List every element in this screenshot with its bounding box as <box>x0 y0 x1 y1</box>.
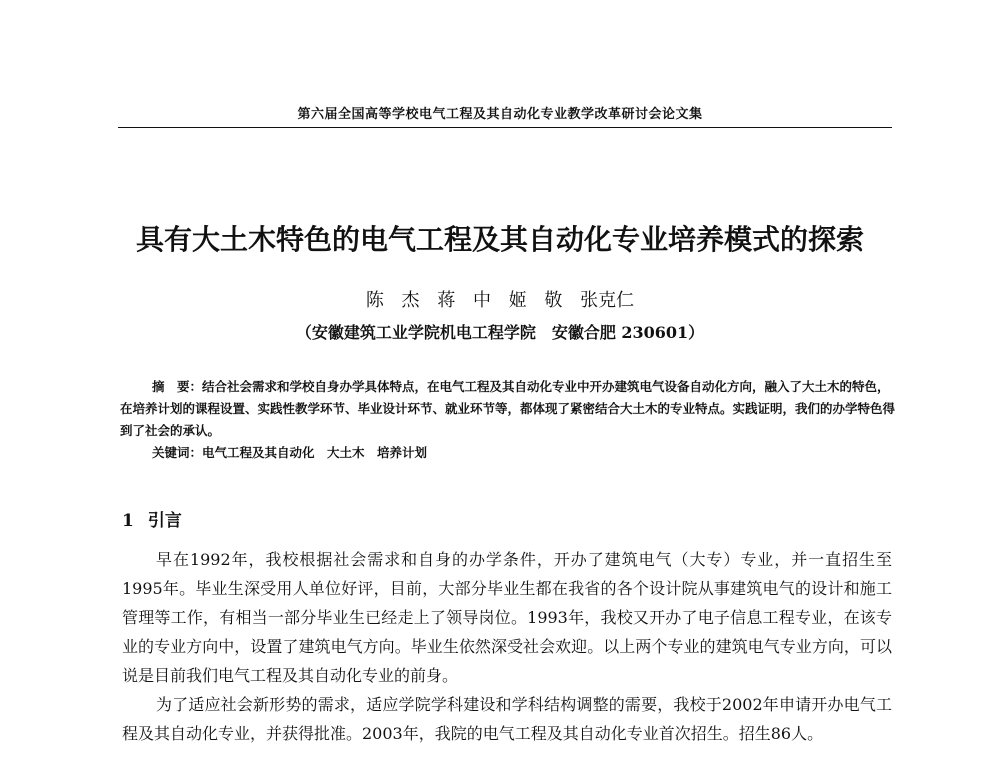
keywords-label: 关键词： <box>152 445 203 460</box>
section-heading <box>122 506 182 531</box>
abstract-text: 结合社会需求和学校自身办学具体特点，在电气工程及其自动化专业中开办建筑电气设备自动化方向，融入了大土木的特色，在培养计划的课程设置、实践性教学环节、毕业设计环节、就业环节等，都体现了紧密结合大土木的专业特点。实践证明，我们的办学特色得到了社会的承认。 <box>120 379 896 438</box>
abstract-block <box>120 376 896 464</box>
body-paragraph: 为了适应社会新形势的需求，适应学院学科建设和学科结构调整的需要，我校于2002年申请开办电气工程及其自动化专业，并获得批准。2003年，我院的电气工程及其自动化专业首次招生。招生86人。 <box>122 695 892 743</box>
author-list: 陈 杰 蒋 中 姬 敬 张克仁 <box>365 290 635 311</box>
running-header: 第六届全国高等学校电气工程及其自动化专业教学改革研讨会论文集 <box>297 107 703 122</box>
section-title: 引言 <box>147 511 182 531</box>
keywords-text: 电气工程及其自动化 大土木 培养计划 <box>202 445 428 460</box>
abstract-paragraph <box>120 376 896 442</box>
keywords-line <box>120 442 896 464</box>
abstract-label: 摘 要： <box>152 379 203 394</box>
section-body <box>122 545 892 748</box>
paper-title: 具有大土木特色的电气工程及其自动化专业培养模式的探索 <box>135 223 864 256</box>
header-rule <box>118 127 892 128</box>
section-number: 1 <box>122 511 134 531</box>
body-paragraph: 早在1992年，我校根据社会需求和自身的办学条件，开办了建筑电气（大专）专业，并一直招生至1995年。毕业生深受用人单位好评，目前，大部分毕业生都在我省的各个设计院从事建筑电气的设计和施工管理等工作，有相当一部分毕业生已经走上了领导岗位。1993年，我校又开办了电子信息工程专业，在该专业的专业方向中，设置了建筑电气方向。毕业生依然深受社会欢迎。以上两个专业的建筑电气专业方向，可以说是目前我们电气工程及其自动化专业的前身。 <box>122 550 892 685</box>
author-affiliation: （安徽建筑工业学院机电工程学院 安徽合肥 230601） <box>295 323 705 342</box>
